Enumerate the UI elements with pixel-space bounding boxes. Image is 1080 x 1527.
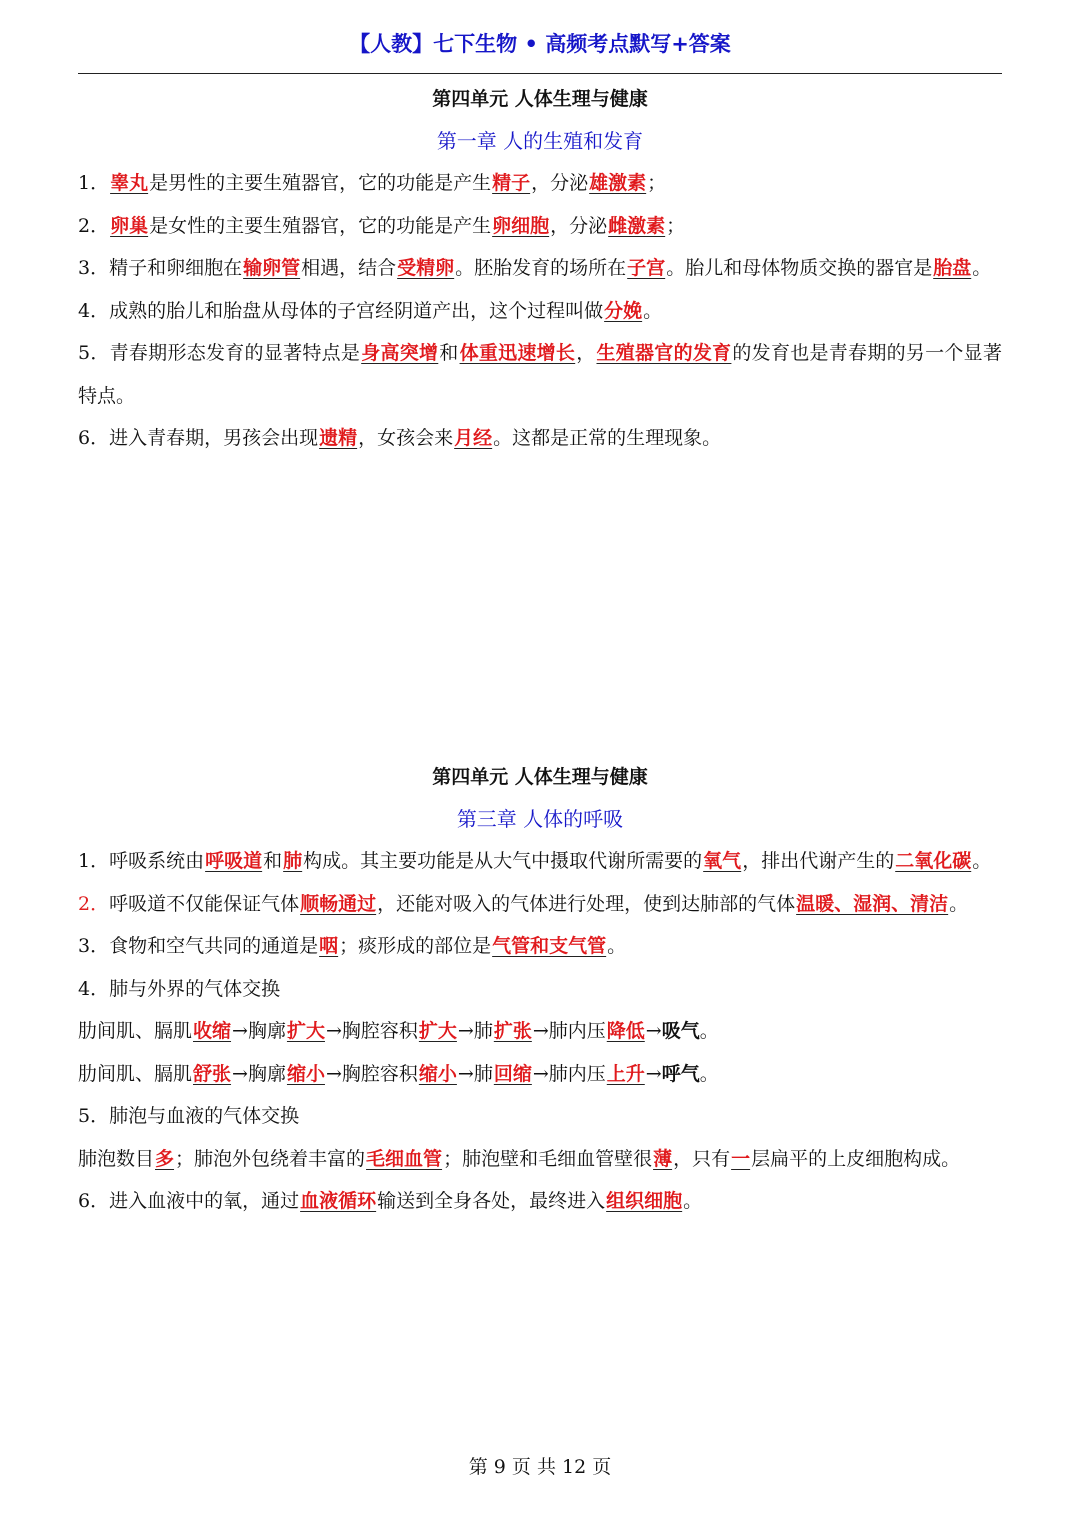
answer: 遗精 — [319, 427, 358, 449]
list-item: 肋间肌、膈肌收缩→胸廓扩大→胸腔容积扩大→肺扩张→肺内压降低→吸气。 — [78, 1020, 719, 1042]
answer: 二氧化碳 — [895, 850, 972, 872]
answer: 月经 — [454, 427, 493, 449]
answer: 缩小 — [418, 1062, 457, 1085]
answer: 卵细胞 — [492, 214, 550, 237]
list-item: 4．肺与外界的气体交换 — [78, 977, 281, 1000]
answer: 肺 — [283, 850, 303, 872]
answer: 生殖器官的发育 — [596, 342, 732, 364]
answer: 收缩 — [193, 1020, 232, 1042]
answer: 睾丸 — [110, 172, 149, 194]
answer: 回缩 — [493, 1062, 532, 1085]
page-header — [78, 18, 1002, 74]
answer: 缩小 — [286, 1062, 325, 1085]
answer: 氧气 — [703, 850, 742, 872]
answer: 雄激素 — [589, 172, 647, 194]
list-item: 肺泡数目多；肺泡外包绕着丰富的毛细血管；肺泡壁和毛细血管壁很薄，只有一层扁平的上皮细胞构成。 — [78, 1147, 961, 1170]
answer: 扩大 — [418, 1020, 457, 1042]
answer: 气管和支气管 — [492, 935, 607, 957]
answer: 顺畅通过 — [300, 892, 377, 915]
answer: 温暖、湿润、清洁 — [796, 892, 949, 915]
answer: 薄 — [653, 1147, 673, 1170]
answer: 组织细胞 — [606, 1190, 683, 1212]
list-item: 5．青春期形态发育的显著特点是身高突增和体重迅速增长，生殖器官的发育的发育也是青春期的另一个显著特点。 — [78, 342, 1002, 407]
answer: 雌激素 — [608, 214, 666, 237]
answer: 身高突增 — [361, 342, 439, 364]
list-item: 6．进入青春期，男孩会出现遗精，女孩会来月经。这都是正常的生理现象。 — [78, 427, 722, 449]
answer: 血液循环 — [300, 1190, 377, 1212]
document-title: 【人教】七下生物 • 高频考点默写+答案 — [349, 32, 731, 56]
unit-title: 第四单元 人体生理与健康 — [432, 766, 648, 788]
list-item: 3．精子和卵细胞在输卵管相遇，结合受精卵。胚胎发育的场所在子宫。胎儿和母体物质交换的器官是胎盘。 — [78, 257, 992, 279]
answer: 呼吸道 — [205, 850, 263, 872]
section-respiration — [78, 756, 1002, 1223]
answer: 多 — [155, 1147, 175, 1170]
answer: 子宫 — [627, 257, 666, 279]
chapter-title: 第三章 人体的呼吸 — [456, 807, 624, 831]
list-item: 5．肺泡与血液的气体交换 — [78, 1105, 300, 1127]
list-item: 6．进入血液中的氧，通过血液循环输送到全身各处，最终进入组织细胞。 — [78, 1190, 703, 1212]
list-item: 2．卵巢是女性的主要生殖器官，它的功能是产生卵细胞，分泌雌激素； — [78, 214, 686, 237]
answer: 输卵管 — [243, 257, 301, 279]
chapter-title: 第一章 人的生殖和发育 — [436, 129, 644, 153]
answer: 降低 — [606, 1020, 645, 1042]
answer: 分娩 — [604, 299, 643, 322]
list-item: 肋间肌、膈肌舒张→胸廓缩小→胸腔容积缩小→肺回缩→肺内压上升→呼气。 — [78, 1062, 719, 1085]
list-item: 2．呼吸道不仅能保证气体顺畅通过，还能对吸入的气体进行处理，使到达肺部的气体温暖、湿润、清洁。 — [78, 892, 969, 915]
list-item: 1．呼吸系统由呼吸道和肺构成。其主要功能是从大气中摄取代谢所需要的氧气，排出代谢产生的二氧化碳。 — [78, 850, 992, 872]
answer: 毛细血管 — [366, 1147, 443, 1170]
section-reproduction — [78, 78, 1002, 460]
answer: 受精卵 — [397, 257, 455, 279]
answer: 扩大 — [286, 1020, 325, 1042]
answer: 体重迅速增长 — [459, 342, 576, 364]
list-item: 3．食物和空气共同的通道是咽；痰形成的部位是气管和支气管。 — [78, 935, 627, 957]
list-item: 4．成熟的胎儿和胎盘从母体的子宫经阴道产出，这个过程叫做分娩。 — [78, 299, 663, 322]
list-item: 1．睾丸是男性的主要生殖器官，它的功能是产生精子，分泌雄激素； — [78, 172, 667, 194]
answer: 胎盘 — [933, 257, 972, 279]
answer: 精子 — [492, 172, 531, 194]
answer: 舒张 — [193, 1062, 232, 1085]
page-footer: 第 9 页 共 12 页 — [468, 1456, 612, 1478]
answer: 咽 — [319, 935, 339, 957]
unit-title: 第四单元 人体生理与健康 — [432, 88, 648, 110]
answer: 卵巢 — [110, 214, 149, 237]
answer: 扩张 — [493, 1020, 532, 1042]
answer: 一 — [731, 1147, 751, 1170]
answer: 上升 — [606, 1062, 645, 1085]
